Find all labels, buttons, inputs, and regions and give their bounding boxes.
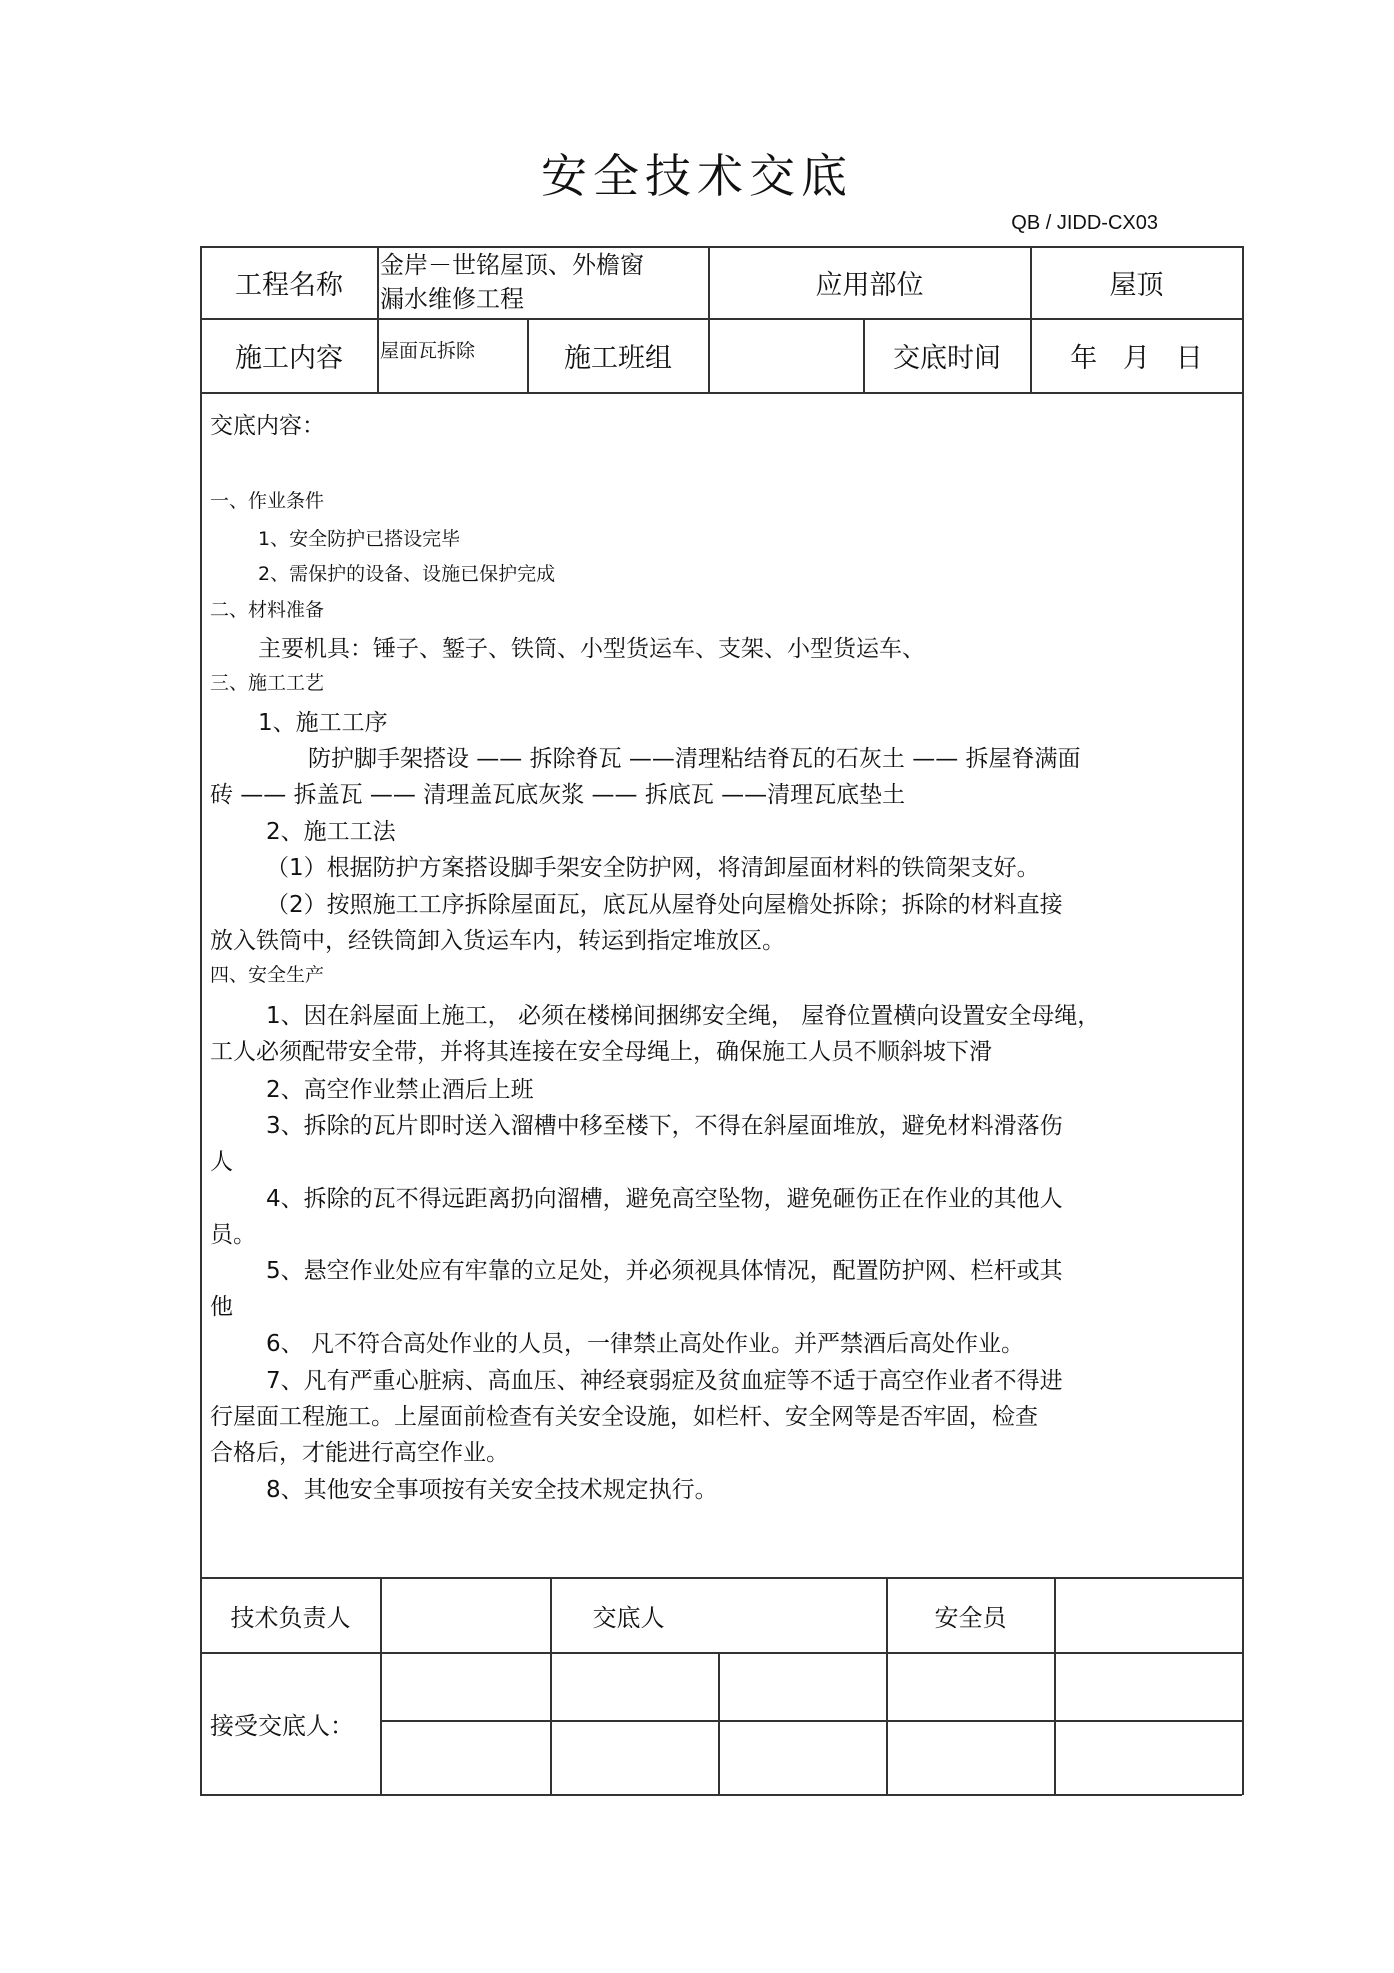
content-line: 2、高空作业禁止酒后上班 — [266, 1077, 534, 1103]
content-heading: 交底内容： — [210, 413, 325, 439]
tech-lead-signature[interactable] — [381, 1578, 550, 1652]
discloser-label: 交底人 — [592, 1603, 665, 1632]
content-line: 7、凡有严重心脏病、高血压、神经衰弱症及贫血症等不适于高空作业者不得进 — [266, 1368, 1063, 1394]
content-line: 1、安全防护已搭设完毕 — [258, 528, 461, 550]
project-name-line1: 金岸－世铭屋顶、外檐窗 — [380, 251, 644, 279]
content-line: 6、 凡不符合高处作业的人员，一律禁止高处作业。并严禁酒后高处作业。 — [266, 1331, 1024, 1357]
section-heading: 三、施工工艺 — [210, 672, 325, 694]
section-heading: 二、材料准备 — [210, 599, 325, 621]
content-line: 4、拆除的瓦不得远距离扔向溜槽，避免高空坠物，避免砸伤正在作业的其他人 — [266, 1186, 1063, 1212]
construction-team-value[interactable] — [709, 319, 863, 392]
content-line: （1）根据防护方案搭设脚手架安全防护网，将清卸屋面材料的铁筒架支好。 — [266, 855, 1040, 881]
tech-lead-label: 技术负责人 — [230, 1603, 351, 1632]
content-line: 3、拆除的瓦片即时送入溜槽中移至楼下，不得在斜屋面堆放，避免材料滑落伤 — [266, 1113, 1063, 1139]
document-code: QB / JIDD-CX03 — [1011, 212, 1158, 234]
content-line: 1、施工工序 — [258, 710, 388, 736]
section-heading: 四、安全生产 — [210, 964, 325, 986]
content-line: 员。 — [210, 1222, 256, 1248]
receiver-label: 接受交底人： — [210, 1712, 354, 1740]
construction-content-label: 施工内容 — [235, 343, 343, 374]
document-title: 安全技术交底 — [541, 149, 853, 203]
content-line: 8、其他安全事项按有关安全技术规定执行。 — [266, 1477, 718, 1503]
disclosure-time-label: 交底时间 — [893, 343, 1001, 374]
project-name-line2: 漏水维修工程 — [380, 285, 524, 313]
content-line: （2）按照施工工序拆除屋面瓦，底瓦从屋脊处向屋檐处拆除；拆除的材料直接 — [266, 892, 1063, 918]
content-line: 他 — [210, 1294, 233, 1320]
project-name-label: 工程名称 — [235, 270, 343, 301]
content-line: 5、悬空作业处应有牢靠的立足处，并必须视具体情况，配置防护网、栏杆或其 — [266, 1258, 1063, 1284]
content-line: 2、需保护的设备、设施已保护完成 — [258, 563, 556, 585]
discloser-signature[interactable] — [706, 1578, 886, 1652]
content-line: 2、施工工法 — [266, 819, 396, 845]
section-heading: 一、作业条件 — [210, 490, 325, 512]
content-line: 工人必须配带安全带，并将其连接在安全母绳上，确保施工人员不顺斜坡下滑 — [210, 1039, 992, 1065]
construction-content-value: 屋面瓦拆除 — [380, 340, 476, 362]
content-line: 放入铁筒中，经铁筒卸入货运车内，转运到指定堆放区。 — [210, 928, 785, 954]
apply-part-label: 应用部位 — [815, 270, 924, 301]
construction-team-label: 施工班组 — [564, 343, 672, 374]
content-line: 行屋面工程施工。上屋面前检查有关安全设施，如栏杆、安全网等是否牢固，检查 — [210, 1404, 1038, 1430]
content-line: 防护脚手架搭设 —— 拆除脊瓦 ——清理粘结脊瓦的石灰土 —— 拆屋脊满面 — [308, 746, 1081, 772]
project-name-value — [379, 248, 707, 316]
safety-officer-label: 安全员 — [934, 1603, 1007, 1632]
disclosure-time-value: 年 月 日 — [1070, 343, 1203, 374]
safety-officer-signature[interactable] — [1055, 1578, 1242, 1652]
content-line: 砖 —— 拆盖瓦 —— 清理盖瓦底灰浆 —— 拆底瓦 ——清理瓦底垫土 — [210, 782, 906, 808]
content-line: 合格后，才能进行高空作业。 — [210, 1440, 509, 1466]
content-line: 主要机具：锤子、錾子、铁筒、小型货运车、支架、小型货运车、 — [258, 636, 925, 662]
content-line: 人 — [210, 1149, 233, 1175]
apply-part-value: 屋顶 — [1109, 270, 1164, 301]
content-line: 1、因在斜屋面上施工， 必须在楼梯间捆绑安全绳， 屋脊位置横向设置安全母绳， — [266, 1003, 1101, 1029]
